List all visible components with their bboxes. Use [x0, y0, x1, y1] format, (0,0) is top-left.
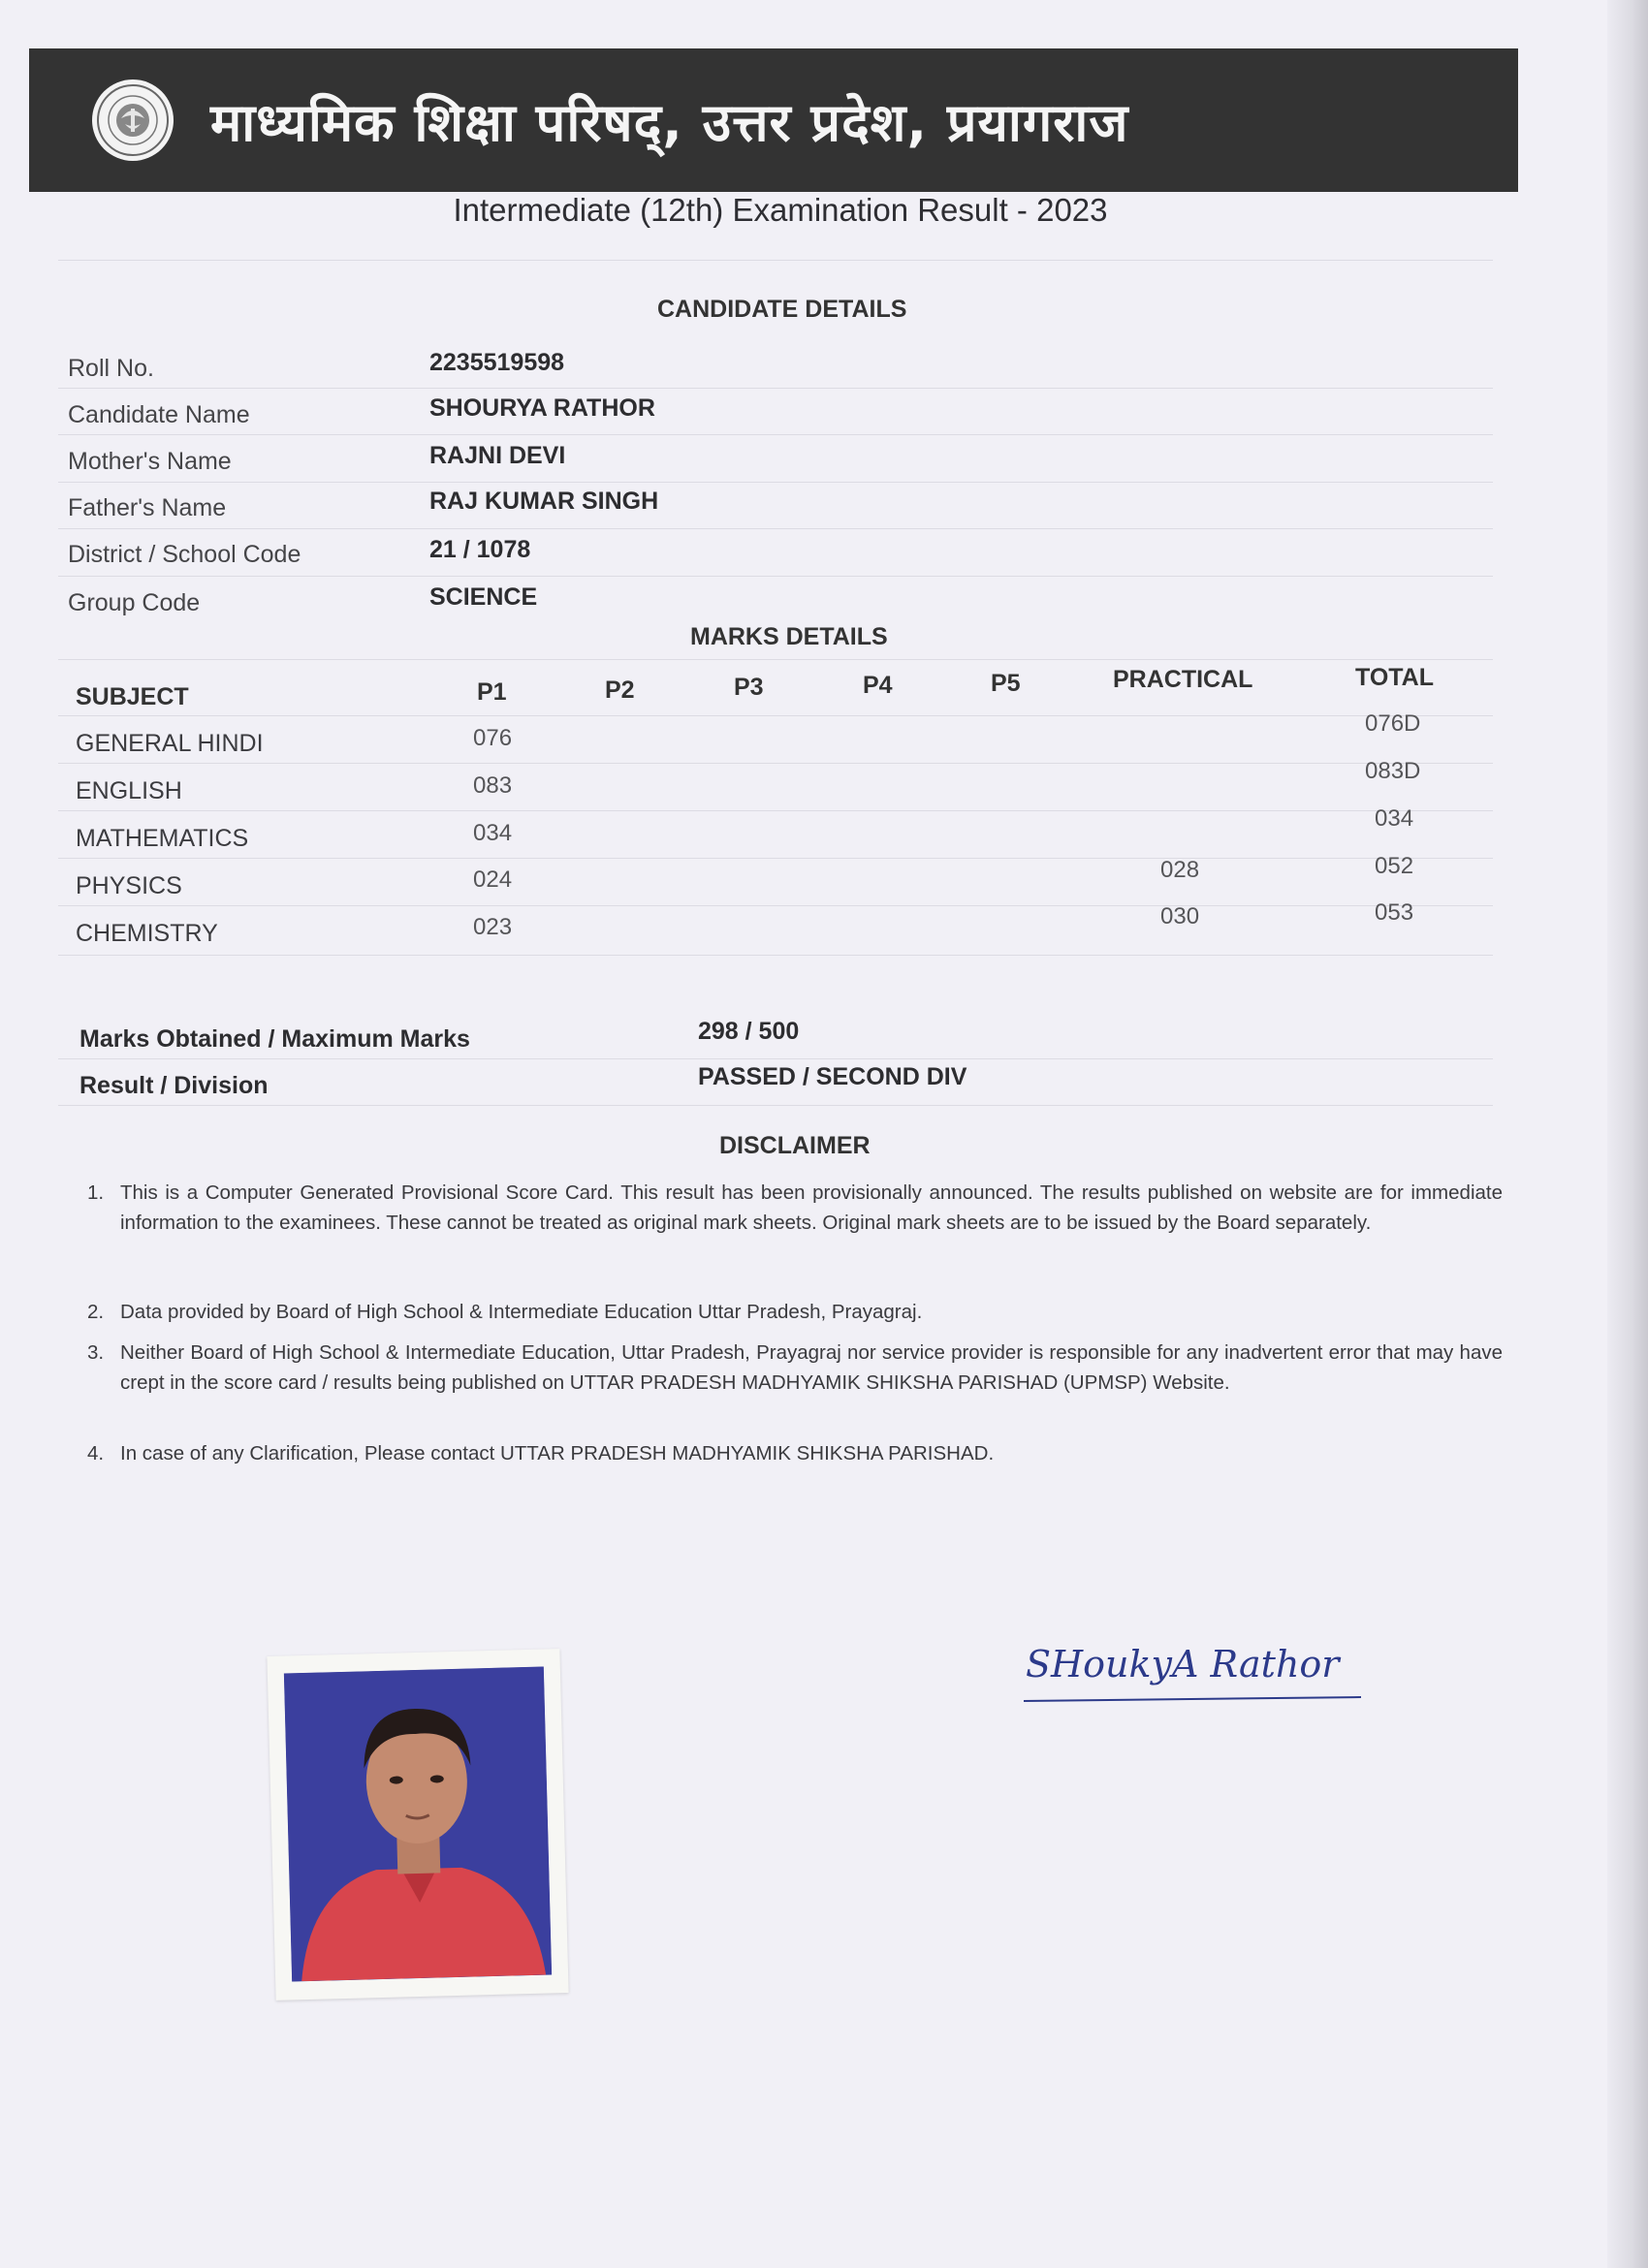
disclaimer-text: Data provided by Board of High School & Intermediate Education Uttar Pradesh, Prayagraj.: [120, 1301, 923, 1323]
district-school-code-label: District / School Code: [68, 541, 301, 568]
disclaimer-number: 3.: [87, 1341, 105, 1364]
marks-obtained-value: 298 / 500: [698, 1018, 800, 1045]
divider: [58, 955, 1493, 956]
disclaimer-text: This is a Computer Generated Provisional Score Card. This result has been provisionally announced. The results published on website are for immediate information to the examinees. These cannot be treated as original mark sheets. Original mark sheets are to be issued by the Board separately.: [120, 1181, 1503, 1234]
divider: [58, 1105, 1493, 1106]
column-header-subject: SUBJECT: [76, 683, 189, 710]
subject-cell: ENGLISH: [76, 777, 182, 804]
subject-cell: CHEMISTRY: [76, 920, 218, 947]
p1-cell: 024: [473, 866, 513, 893]
total-cell: 052: [1375, 853, 1414, 879]
column-header-p4: P4: [863, 672, 893, 699]
roll-no-label: Roll No.: [68, 355, 154, 382]
column-header-p1: P1: [477, 678, 507, 706]
disclaimer-item: [87, 1338, 1503, 1398]
board-title: माध्यमिक शिक्षा परिषद्, उत्तर प्रदेश, प्रयागराज: [210, 92, 1129, 153]
divider: [58, 763, 1493, 764]
subject-cell: PHYSICS: [76, 872, 182, 899]
divider: [58, 715, 1493, 716]
divider: [58, 1058, 1493, 1059]
column-header-p2: P2: [605, 677, 635, 704]
disclaimer-text: In case of any Clarification, Please contact UTTAR PRADESH MADHYAMIK SHIKSHA PARISHAD.: [120, 1442, 995, 1465]
result-division-label: Result / Division: [79, 1072, 269, 1099]
candidate-section-title: CANDIDATE DETAILS: [657, 296, 907, 323]
total-cell: 034: [1375, 805, 1414, 832]
divider: [58, 576, 1493, 577]
candidate-signature: [1020, 1633, 1369, 1711]
district-school-code-value: 21 / 1078: [429, 536, 531, 563]
subject-cell: MATHEMATICS: [76, 825, 249, 852]
divider: [58, 528, 1493, 529]
disclaimer-number: 2.: [87, 1301, 105, 1323]
column-header-p3: P3: [734, 674, 764, 701]
divider: [58, 434, 1493, 435]
subject-cell: GENERAL HINDI: [76, 730, 264, 757]
candidate-name-label: Candidate Name: [68, 401, 250, 428]
total-cell: 083D: [1365, 758, 1421, 784]
divider: [58, 810, 1493, 811]
header-bar: [29, 48, 1518, 192]
p1-cell: 076: [473, 725, 513, 751]
disclaimer-item: [87, 1297, 1503, 1327]
roll-no-value: 2235519598: [429, 349, 565, 376]
divider: [58, 260, 1493, 261]
disclaimer-number: 1.: [87, 1181, 105, 1204]
mother-name-label: Mother's Name: [68, 448, 232, 475]
practical-cell: 030: [1160, 903, 1200, 929]
disclaimer-title: DISCLAIMER: [719, 1132, 871, 1159]
page-edge: [1607, 0, 1648, 2268]
disclaimer-item: [87, 1178, 1503, 1238]
result-division-value: PASSED / SECOND DIV: [698, 1063, 967, 1090]
exam-title: Intermediate (12th) Examination Result - 2023: [453, 192, 1108, 228]
disclaimer-item: [87, 1438, 1503, 1468]
father-name-label: Father's Name: [68, 494, 227, 521]
candidate-name-value: SHOURYA RATHOR: [429, 394, 655, 422]
divider: [58, 482, 1493, 483]
signature-text: SHoukyA Rathor: [1026, 1643, 1340, 1685]
candidate-photo-icon: [284, 1667, 552, 1982]
disclaimer-number: 4.: [87, 1442, 105, 1465]
divider: [58, 905, 1493, 906]
divider: [58, 388, 1493, 389]
group-code-value: SCIENCE: [429, 583, 538, 611]
candidate-photo-frame: [267, 1649, 568, 2000]
p1-cell: 023: [473, 914, 513, 940]
practical-cell: 028: [1160, 857, 1200, 883]
column-header-p5: P5: [991, 670, 1021, 697]
p1-cell: 083: [473, 772, 513, 799]
column-header-total: TOTAL: [1355, 664, 1435, 691]
marks-section-title: MARKS DETAILS: [690, 623, 888, 650]
total-cell: 053: [1375, 899, 1414, 926]
marks-obtained-label: Marks Obtained / Maximum Marks: [79, 1025, 470, 1053]
total-cell: 076D: [1365, 710, 1421, 737]
divider: [58, 659, 1493, 660]
column-header-practical: PRACTICAL: [1113, 666, 1253, 693]
mother-name-value: RAJNI DEVI: [429, 442, 566, 469]
divider: [58, 858, 1493, 859]
father-name-value: RAJ KUMAR SINGH: [429, 488, 659, 515]
p1-cell: 034: [473, 820, 513, 846]
upmsp-emblem-icon: [92, 79, 174, 161]
group-code-label: Group Code: [68, 589, 201, 616]
disclaimer-text: Neither Board of High School & Intermediate Education, Uttar Pradesh, Prayagraj nor service provider is responsible for any inadvertent error that may have crept in the score card / results being published on UTTAR PRADESH MADHYAMIK SHIKSHA PARISHAD (UPMSP) Website.: [120, 1341, 1503, 1394]
